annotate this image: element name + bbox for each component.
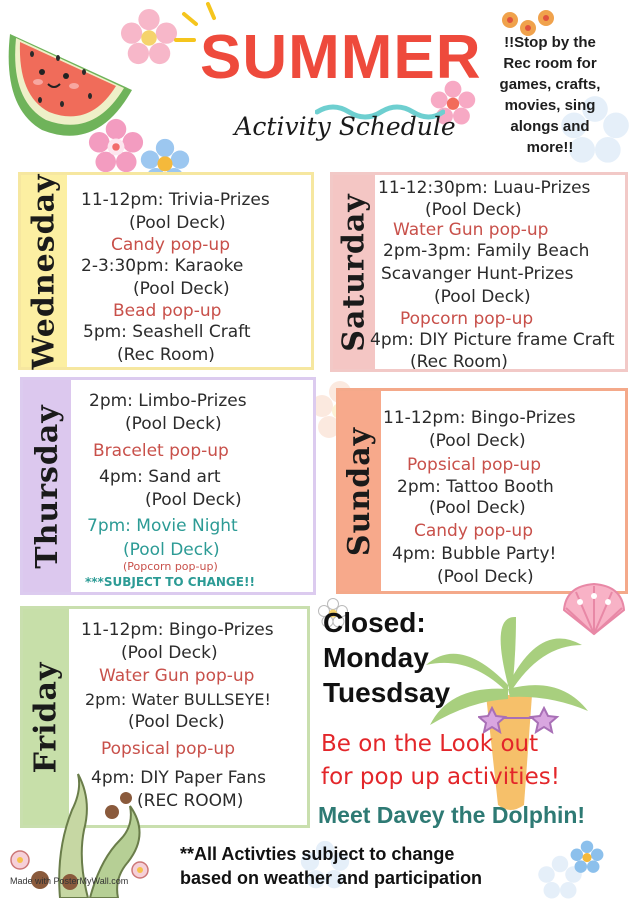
schedule-line: 2-3:30pm: Karaoke [81,256,244,276]
schedule-line: 2pm: Water BULLSEYE! [85,690,271,709]
thursday-label: Thursday [29,403,65,569]
schedule-line: (Pool Deck) [429,431,526,451]
disclaimer-line: based on weather and participation [180,868,483,888]
saturday-card [330,172,628,372]
schedule-line: (Pool Deck) [425,200,522,220]
subject-to-change-note: ***SUBJECT TO CHANGE!! [85,575,255,589]
wednesday-tab [21,175,67,367]
schedule-line: 4pm: Sand art [99,467,221,487]
schedule-line: (Rec Room) [410,352,508,372]
disclaimer-line: **All Activties subject to change [180,844,455,864]
popup-line: Candy pop-up [414,521,533,541]
popup-line: Popsical pop-up [407,455,541,475]
sunday-label: Sunday [342,426,378,556]
sunday-tab [339,391,381,591]
popup-line: (Popcorn pop-up) [123,560,218,573]
popup-line: Bracelet pop-up [93,441,229,461]
popup-line: Popsical pop-up [101,739,235,759]
schedule-line: 4pm: DIY Picture frame Craft [370,330,615,350]
schedule-line: (REC ROOM) [137,791,244,811]
wednesday-card [18,172,314,370]
schedule-line: (Pool Deck) [125,414,222,434]
rec-room-note-line: movies, sing [504,97,596,114]
lookout-note [321,728,560,794]
lookout-line: for pop up activities! [321,764,560,790]
schedule-line: (Pool Deck) [133,279,230,299]
schedule-line: 4pm: Bubble Party! [392,544,557,564]
schedule-line: 11-12pm: Bingo-Prizes [383,408,576,428]
rec-room-note [470,32,630,158]
schedule-line: (Pool Deck) [429,498,526,518]
page-subtitle: Activity Schedule [234,112,456,141]
schedule-line: Scavanger Hunt-Prizes [381,264,574,284]
rec-room-note-line: alongs and [510,118,590,135]
popup-line: Candy pop-up [111,235,230,255]
popup-line: Bead pop-up [113,301,222,321]
rec-room-note-line: Rec room for [503,55,597,72]
schedule-line: 11-12pm: Bingo-Prizes [81,620,274,640]
schedule-line: 2pm: Limbo-Prizes [89,391,247,411]
rec-room-note-line: !!Stop by the [504,34,596,51]
schedule-line: (Pool Deck) [121,643,218,663]
davey-dolphin-note: Meet Davey the Dolphin! [318,802,586,828]
closed-day: Monday [323,642,429,673]
flower-icon [570,840,604,874]
popup-line: Water Gun pop-up [99,666,255,686]
movie-night-line: 7pm: Movie Night [87,516,238,536]
schedule-line: (Pool Deck) [434,287,531,307]
wednesday-label: Wednesday [26,173,62,369]
thursday-tab [23,380,71,592]
page-title: SUMMER [200,23,482,92]
movie-night-location: (Pool Deck) [123,540,220,560]
closed-day: Tuesdsay [323,677,451,708]
rec-room-note-line: games, crafts, [499,76,601,93]
saturday-label: Saturday [336,192,372,352]
friday-label: Friday [28,661,64,773]
schedule-line: (Pool Deck) [128,712,225,732]
thursday-card [20,377,316,595]
flower-icon [88,118,144,174]
schedule-line: (Rec Room) [117,345,215,365]
schedule-line: (Pool Deck) [437,567,534,587]
lookout-line: Be on the Look out [321,731,539,757]
schedule-line: (Pool Deck) [145,490,242,510]
schedule-line: (Pool Deck) [129,213,226,233]
schedule-line: 5pm: Seashell Craft [83,322,251,342]
rec-room-note-line: more!! [526,139,574,156]
closed-days [323,605,450,710]
sunday-card [336,388,628,594]
saturday-tab [333,175,375,369]
popup-line: Popcorn pop-up [400,309,534,329]
schedule-line: 4pm: DIY Paper Fans [91,768,267,788]
popup-line: Water Gun pop-up [393,220,549,240]
schedule-line: 2pm: Tattoo Booth [397,477,554,497]
poster-credit: Made with PosterMyWall.com [10,876,129,886]
schedule-line: 11-12:30pm: Luau-Prizes [378,178,591,198]
weather-disclaimer [180,842,482,890]
schedule-line: 2pm-3pm: Family Beach [383,241,590,261]
closed-heading: Closed: [323,607,426,638]
schedule-line: 11-12pm: Trivia-Prizes [81,190,270,210]
